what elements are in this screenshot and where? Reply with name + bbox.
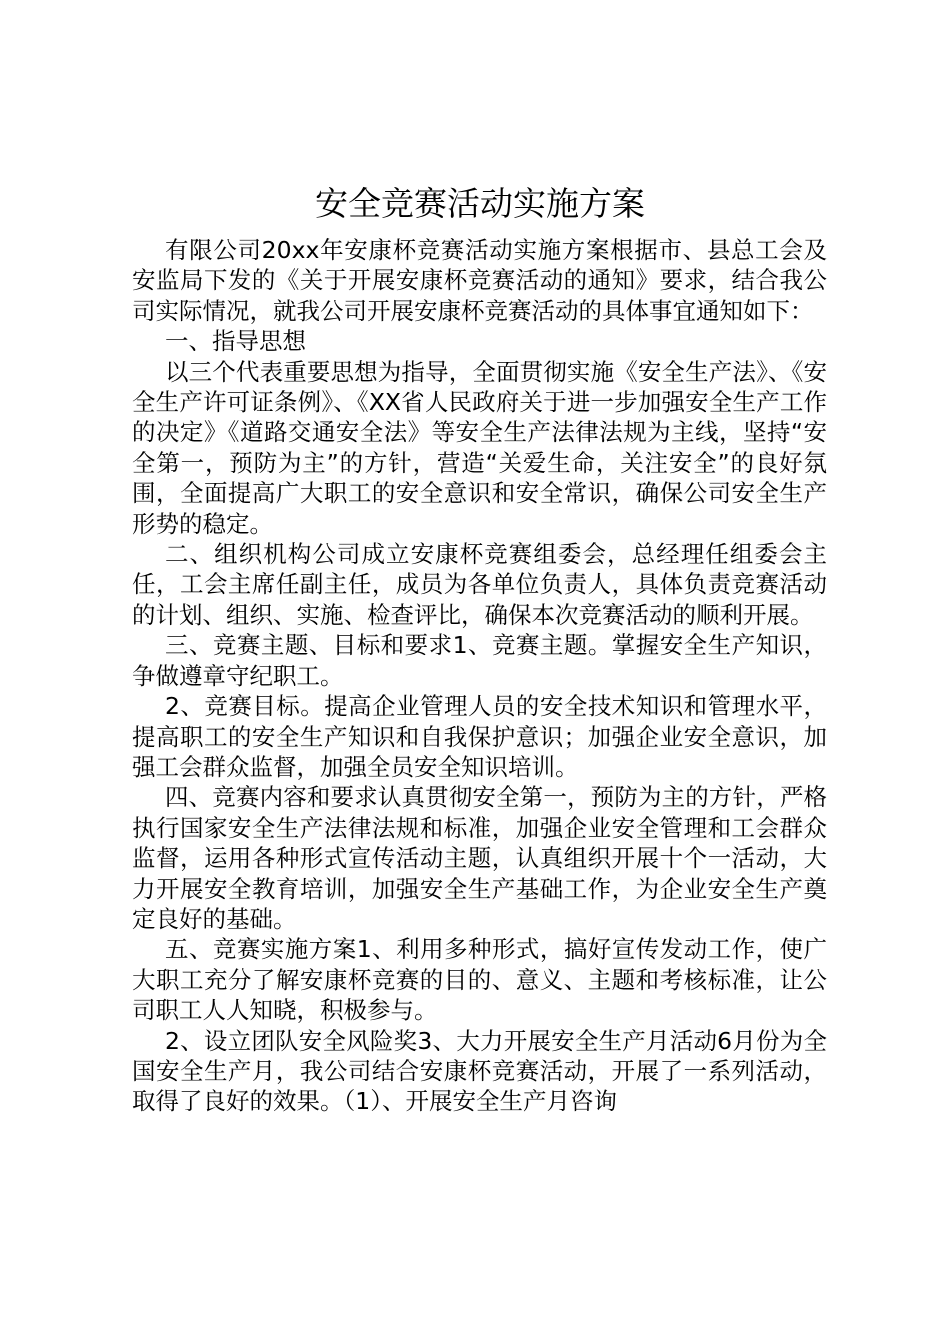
paragraph-implementation: 五、竞赛实施方案1、利用多种形式，搞好宣传发动工作，使广大职工充分了解安康杯竞赛的目的、意义、主题和考核标准，让公司职工人人知晓，积极参与。 [132,935,827,1025]
paragraph-organization: 二、组织机构公司成立安康杯竞赛组委会，总经理任组委会主任，工会主席任副主任，成员为各单位负责人，具体负责竞赛活动的计划、组织、实施、检查评比，确保本次竞赛活动的顺利开展。 [132,540,827,629]
document-body [132,235,827,1117]
paragraph-content-requirements: 四、竞赛内容和要求认真贯彻安全第一，预防为主的方针，严格执行国家安全生产法律法规和标准，加强企业安全管理和工会群众监督，运用各种形式宣传活动主题，认真组织开展十个一活动，大力开展安全教育培训，加强安全生产基础工作，为企业安全生产奠定良好的基础。 [132,783,827,933]
paragraph-goals: 2、竞赛目标。提高企业管理人员的安全技术知识和管理水平，提高职工的安全生产知识和自我保护意识；加强企业安全意识，加强工会群众监督，加强全员安全知识培训。 [132,692,827,781]
paragraph-section-1-heading: 一、指导思想 [165,327,306,356]
paragraph-theme: 三、竞赛主题、目标和要求1、竞赛主题。掌握安全生产知识，争做遵章守纪职工。 [132,631,827,690]
document-title: 安全竞赛活动实施方案 [315,184,645,223]
paragraph-guiding-ideology: 以三个代表重要思想为指导，全面贯彻实施《安全生产法》、《安全生产许可证条例》、《XX省人民政府关于进一步加强安全生产工作的决定》《道路交通安全法》等安全生产法律法规为主线，坚持“安全第一，预防为主”的方针，营造“关爱生命，关注安全”的良好氛围，全面提高广大职工的安全意识和安全常识，确保公司安全生产形势的稳定。 [132,357,827,538]
paragraph-intro: 有限公司20xx年安康杯竞赛活动实施方案根据市、县总工会及安监局下发的《关于开展安康杯竞赛活动的通知》要求，结合我公司实际情况，就我公司开展安康杯竞赛活动的具体事宜通知如下： [132,236,827,325]
paragraph-safety-month: 2、设立团队安全风险奖3、大力开展安全生产月活动6月份为全国安全生产月，我公司结合安康杯竞赛活动，开展了一系列活动，取得了良好的效果。（1）、开展安全生产月咨询 [132,1026,827,1116]
